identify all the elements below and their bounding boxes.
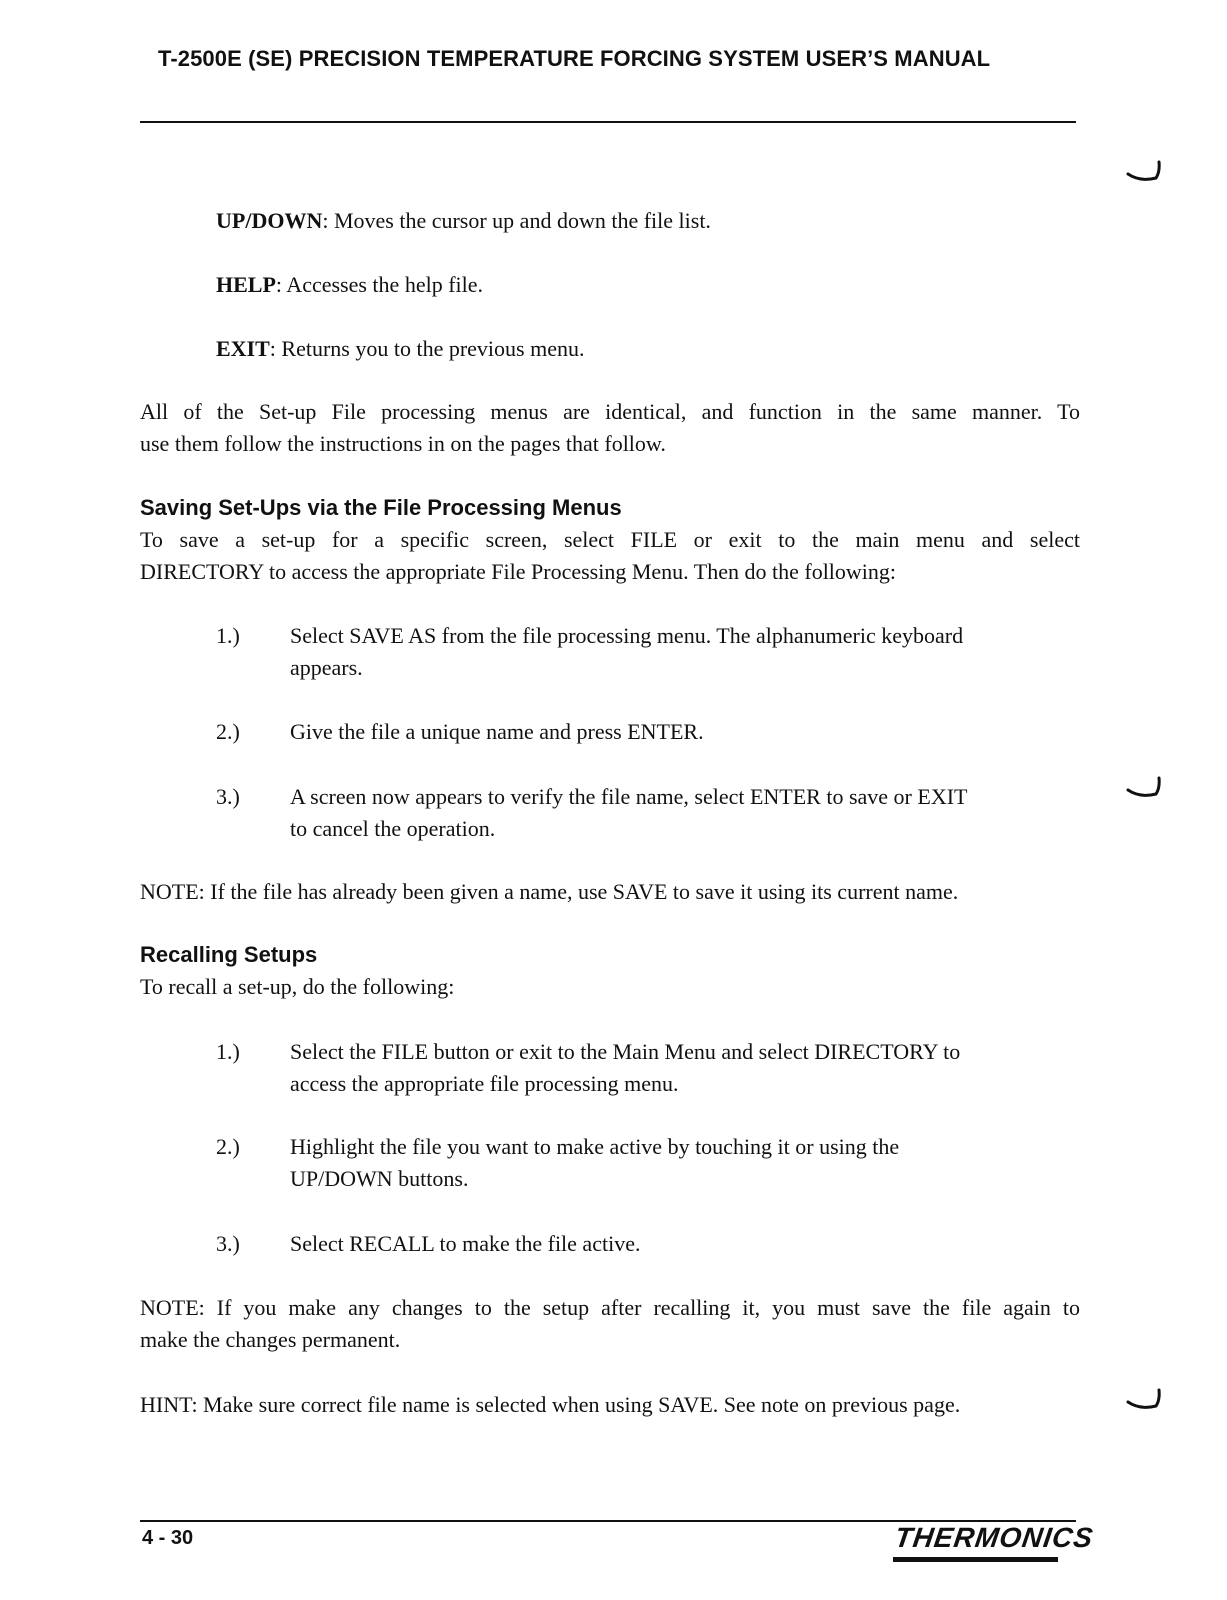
saving-heading: Saving Set-Ups via the File Processing Menus (140, 495, 622, 520)
recalling-step-2 (216, 1131, 1076, 1195)
saving-step-2 (216, 716, 1076, 748)
recalling-heading: Recalling Setups (140, 942, 318, 967)
step-text-line-1: A screen now appears to verify the file name, select ENTER to save or EXIT (290, 784, 968, 809)
step-text-line-2: access the appropriate file processing menu. (290, 1071, 679, 1096)
margin-check-mark-icon (1126, 1388, 1162, 1414)
recalling-step-3 (216, 1228, 1076, 1260)
step-number: 3.) (216, 784, 240, 809)
recalling-intro: To recall a set-up, do the following: (140, 974, 455, 999)
recalling-step-1 (216, 1036, 1076, 1100)
key-exit-desc: : Returns you to the previous menu. (269, 336, 585, 361)
step-number: 1.) (216, 1039, 240, 1064)
key-help-line (216, 268, 483, 301)
logo-underline (893, 1557, 1058, 1562)
margin-check-mark-icon (1126, 160, 1162, 186)
recalling-note-line-1: NOTE: If you make any changes to the setup after recalling it, you must save the file again to (140, 1295, 1080, 1320)
key-exit-line (216, 332, 584, 365)
intro-line-2: use them follow the instructions in on the pages that follow. (140, 431, 666, 456)
key-help-desc: : Accesses the help file. (275, 272, 484, 297)
step-number: 3.) (216, 1231, 240, 1256)
intro-line-1: All of the Set-up File processing menus are identical, and function in the same manner. To (140, 399, 1080, 424)
saving-intro-line-1: To save a set-up for a specific screen, select FILE or exit to the main menu and select (140, 527, 1080, 552)
key-updown-desc: : Moves the cursor up and down the file list. (322, 208, 711, 233)
key-exit-label: EXIT (216, 336, 270, 361)
step-text-line-1: Select the FILE button or exit to the Main Menu and select DIRECTORY to (290, 1039, 961, 1064)
step-text-line-1: Highlight the file you want to make active by touching it or using the (290, 1134, 900, 1159)
step-text-line-1: Select RECALL to make the file active. (290, 1231, 641, 1256)
thermonics-logo: THERMONICS (892, 1522, 1096, 1553)
step-text-line-1: Give the file a unique name and press ENTER. (290, 719, 704, 744)
saving-step-1 (216, 620, 1076, 684)
page-number: 4 - 30 (142, 1527, 194, 1549)
hint-text: HINT: Make sure correct file name is selected when using SAVE. See note on previous page. (140, 1392, 961, 1417)
step-text-line-2: to cancel the operation. (290, 816, 496, 841)
key-help-label: HELP (216, 272, 276, 297)
recalling-note-line-2: make the changes permanent. (140, 1327, 401, 1352)
step-number: 2.) (216, 1134, 240, 1159)
step-number: 1.) (216, 623, 240, 648)
step-text-line-2: appears. (290, 655, 363, 680)
key-updown-label: UP/DOWN (216, 208, 323, 233)
page-header-title: T-2500E (SE) PRECISION TEMPERATURE FORCING SYSTEM USER’S MANUAL (158, 46, 991, 71)
step-text-line-2: UP/DOWN buttons. (290, 1166, 469, 1191)
margin-check-mark-icon (1126, 776, 1162, 802)
saving-step-3 (216, 781, 1076, 845)
key-updown-line (216, 204, 711, 237)
step-number: 2.) (216, 719, 240, 744)
saving-intro-line-2: DIRECTORY to access the appropriate File Processing Menu. Then do the following: (140, 559, 897, 584)
header-rule (140, 121, 1076, 123)
saving-note: NOTE: If the file has already been given a name, use SAVE to save it using its current name. (140, 879, 959, 904)
step-text-line-1: Select SAVE AS from the file processing menu. The alphanumeric keyboard (290, 623, 964, 648)
